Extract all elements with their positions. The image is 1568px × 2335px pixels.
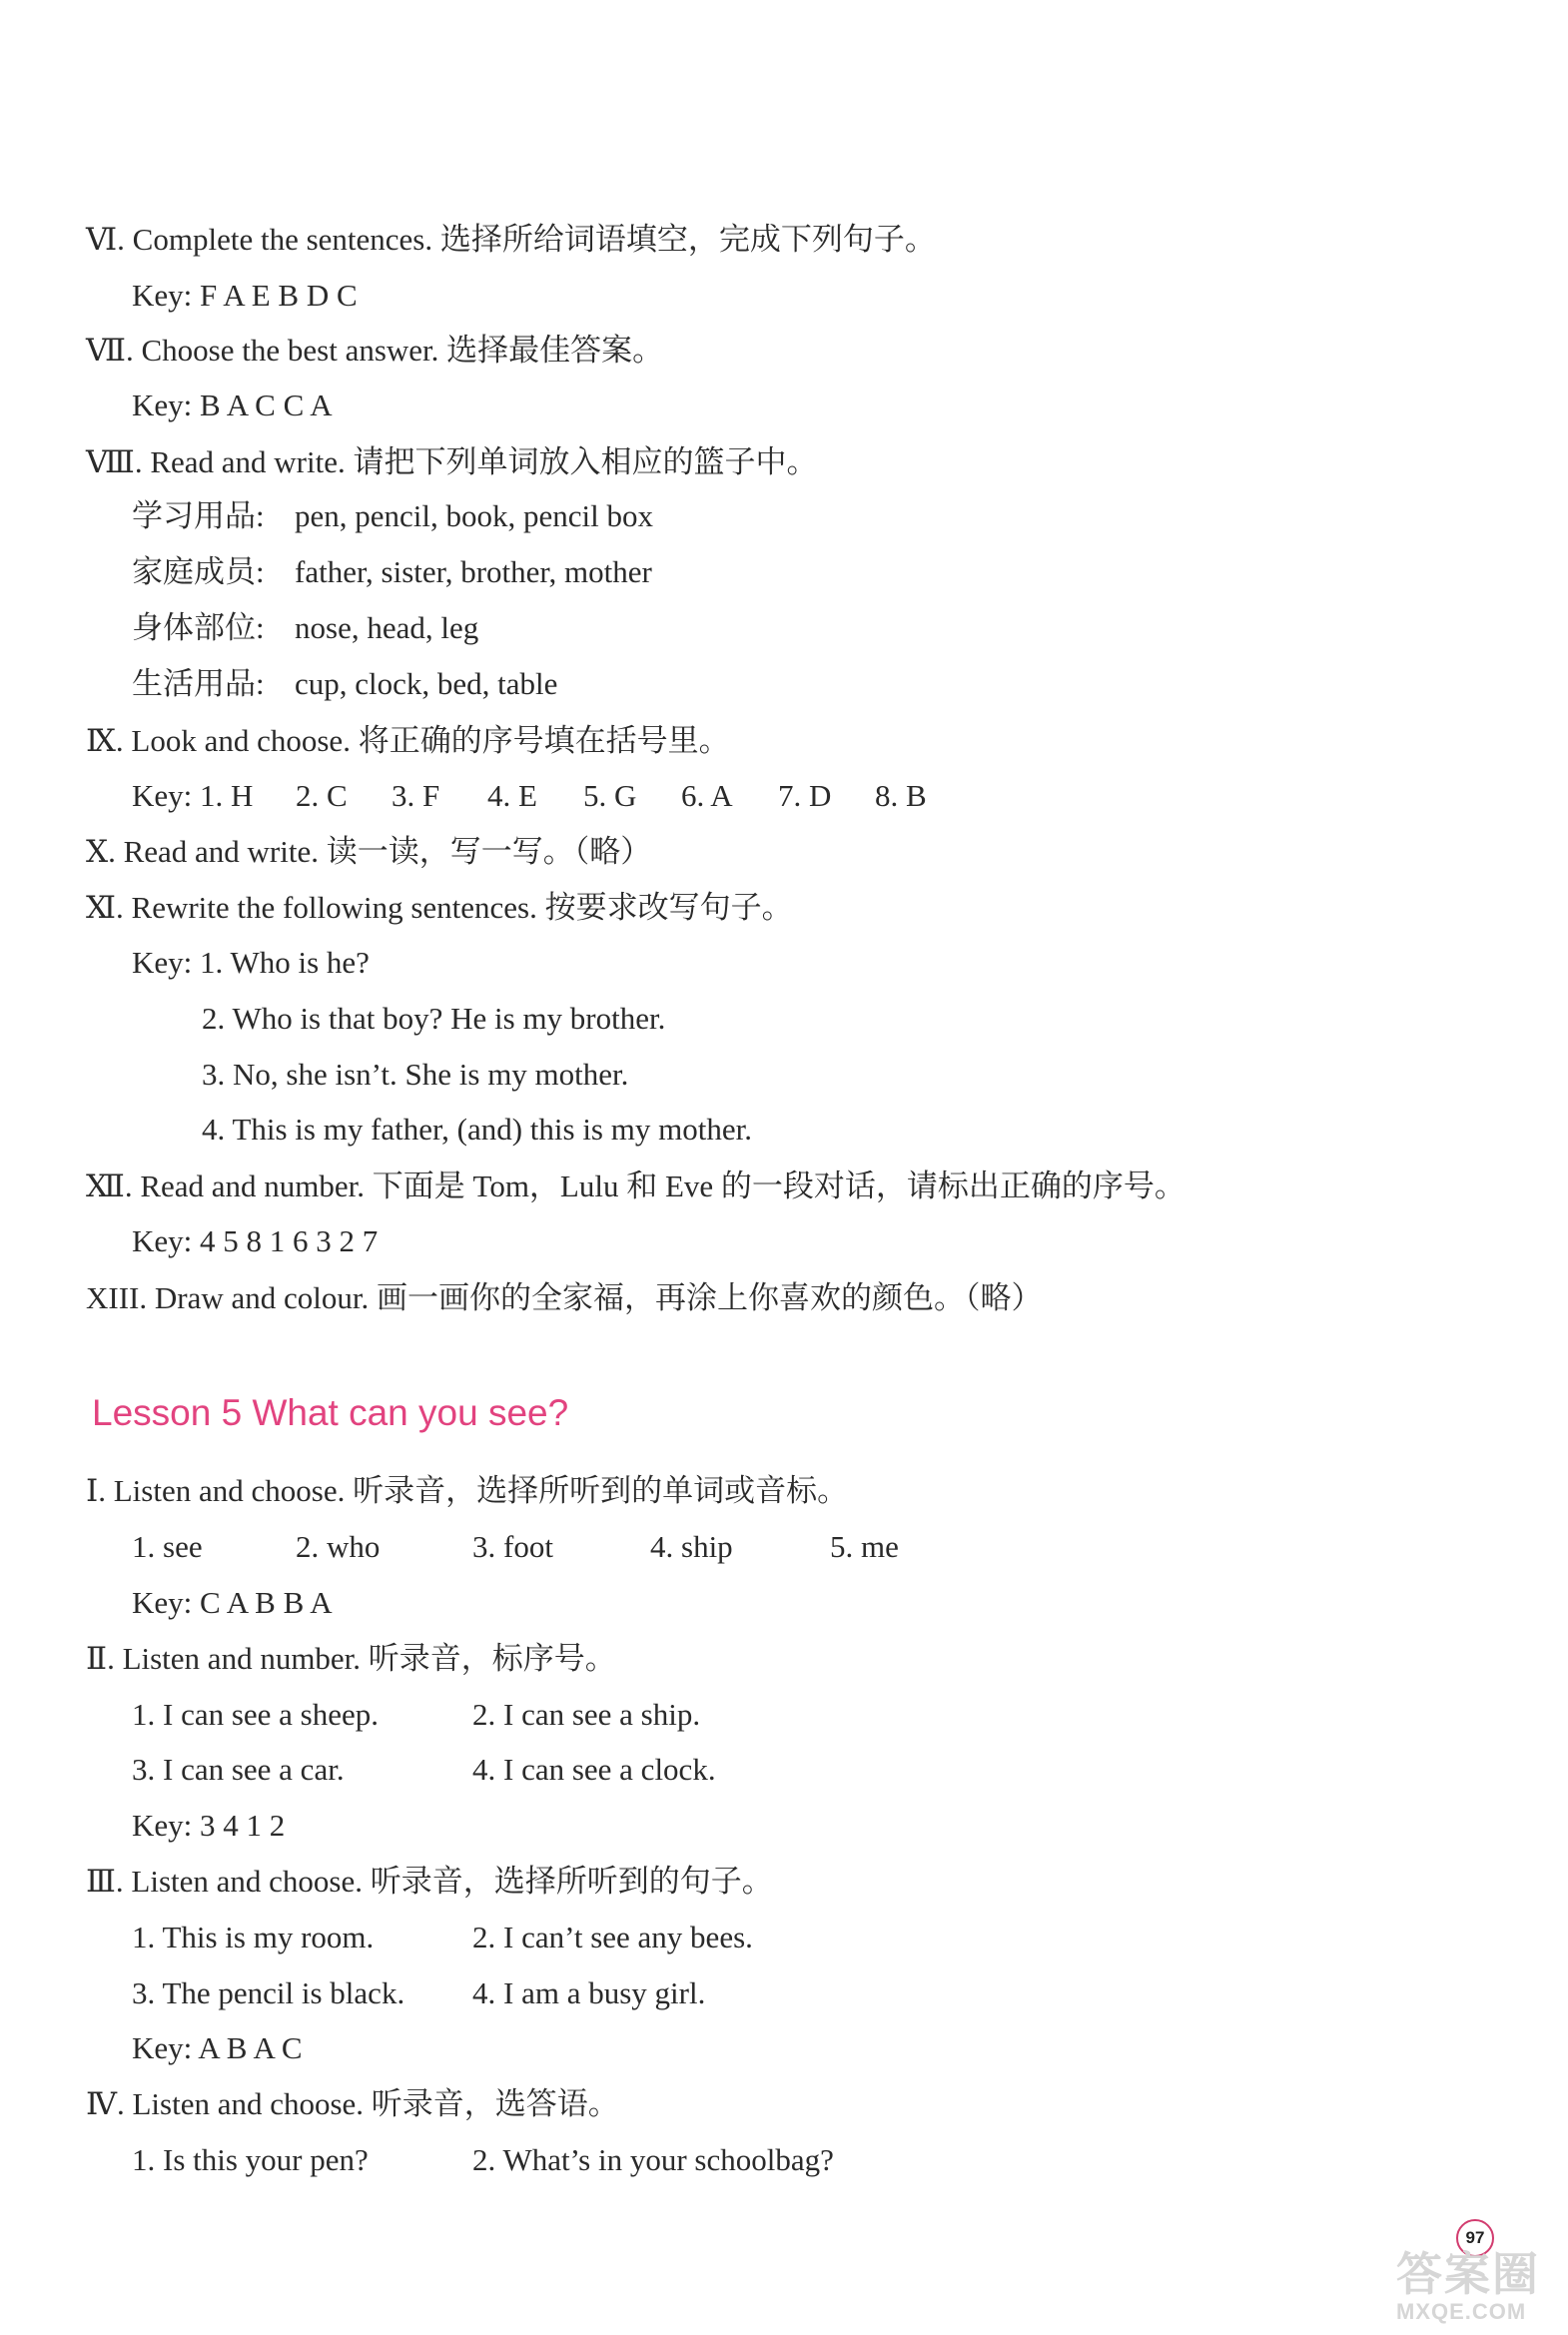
- basket-words: cup, clock, bed, table: [295, 666, 558, 701]
- basket-label: 学习用品:: [132, 498, 265, 533]
- lesson-section-3-title: Ⅲ. Listen and choose. 听录音，选择所听到的句子。: [86, 1864, 773, 1899]
- sentence-item: 4. I am a busy girl.: [472, 1975, 706, 2010]
- section-11-answer: 3. No, she isn’t. She is my mother.: [202, 1057, 629, 1092]
- basket-label: 生活用品:: [132, 666, 265, 701]
- section-8-title: Ⅷ. Read and write. 请把下列单词放入相应的篮子中。: [86, 444, 818, 479]
- word-item: 5. me: [830, 1529, 899, 1564]
- section-6-title: Ⅵ. Complete the sentences. 选择所给词语填空，完成下列句子。: [86, 222, 936, 257]
- basket-words: nose, head, leg: [295, 610, 479, 645]
- sentence-item: 3. I can see a car.: [132, 1752, 345, 1787]
- basket-row: [132, 608, 478, 648]
- key-item: Key: 1. H: [132, 778, 254, 813]
- word-item: 2. who: [296, 1529, 381, 1564]
- lesson-section-4-title: Ⅳ. Listen and choose. 听录音，选答语。: [86, 2086, 619, 2121]
- key-item: 6. A: [681, 778, 733, 813]
- section-13-title: XIII. Draw and colour. 画一画你的全家福，再涂上你喜欢的颜色。（略）: [86, 1280, 1043, 1315]
- section-11-answer: Key: 1. Who is he?: [132, 945, 370, 980]
- section-12-key: Key: 4 5 8 1 6 3 2 7: [132, 1223, 379, 1258]
- section-11-title: Ⅺ. Rewrite the following sentences. 按要求改写句子。: [86, 890, 793, 925]
- lesson-section-2-key: Key: 3 4 1 2: [132, 1808, 286, 1843]
- basket-words: father, sister, brother, mother: [295, 554, 652, 589]
- key-item: 8. B: [875, 778, 927, 813]
- lesson-title: Lesson 5 What can you see?: [92, 1392, 569, 1433]
- lesson-section-2-row: [132, 1695, 700, 1735]
- basket-label: 家庭成员:: [132, 554, 265, 589]
- section-9-title: Ⅸ. Look and choose. 将正确的序号填在括号里。: [86, 723, 730, 758]
- sentence-item: 1. Is this your pen?: [132, 2142, 369, 2177]
- lesson-section-1-items: [132, 1527, 899, 1567]
- word-item: 3. foot: [472, 1529, 553, 1564]
- watermark-logo: [1396, 2249, 1556, 2329]
- section-9-key: [132, 776, 927, 816]
- sentence-item: 2. I can’t see any bees.: [472, 1920, 753, 1954]
- key-item: 7. D: [778, 778, 832, 813]
- word-item: 1. see: [132, 1529, 203, 1564]
- section-7-key: Key: B A C C A: [132, 388, 333, 422]
- lesson-section-2-row: [132, 1750, 716, 1790]
- basket-row: [132, 552, 652, 592]
- section-6-key: Key: F A E B D C: [132, 278, 358, 313]
- watermark-url: MXQE.COM: [1396, 2299, 1527, 2324]
- sentence-item: 2. What’s in your schoolbag?: [472, 2142, 834, 2177]
- section-11-answer: 2. Who is that boy? He is my brother.: [202, 1001, 666, 1036]
- section-7-title: Ⅶ. Choose the best answer. 选择最佳答案。: [86, 333, 664, 368]
- basket-words: pen, pencil, book, pencil box: [295, 498, 653, 533]
- lesson-section-1-key: Key: C A B B A: [132, 1585, 333, 1620]
- sentence-item: 3. The pencil is black.: [132, 1975, 405, 2010]
- lesson-section-3-row: [132, 1973, 705, 2013]
- key-item: 2. C: [296, 778, 348, 813]
- section-11-answer: 4. This is my father, (and) this is my mother.: [202, 1112, 752, 1147]
- sentence-item: 1. This is my room.: [132, 1920, 375, 1954]
- page-number: 97: [1456, 2219, 1494, 2257]
- watermark-text: 答案圈: [1396, 2248, 1540, 2300]
- sentence-item: 1. I can see a sheep.: [132, 1697, 380, 1732]
- lesson-section-4-row: [132, 2140, 834, 2180]
- sentence-item: 2. I can see a ship.: [472, 1697, 701, 1732]
- lesson-section-3-key: Key: A B A C: [132, 2030, 303, 2065]
- word-item: 4. ship: [650, 1529, 733, 1564]
- lesson-section-3-row: [132, 1918, 753, 1957]
- key-item: 5. G: [583, 778, 637, 813]
- sentence-item: 4. I can see a clock.: [472, 1752, 716, 1787]
- basket-label: 身体部位:: [132, 610, 265, 645]
- lesson-section-1-title: Ⅰ. Listen and choose. 听录音，选择所听到的单词或音标。: [86, 1473, 849, 1508]
- lesson-section-2-title: Ⅱ. Listen and number. 听录音，标序号。: [86, 1641, 616, 1676]
- key-item: 4. E: [487, 778, 537, 813]
- basket-row: [132, 664, 557, 704]
- basket-row: [132, 496, 653, 536]
- section-12-title: Ⅻ. Read and number. 下面是 Tom，Lulu 和 Eve 的一段对话，请标出正确的序号。: [86, 1168, 1185, 1203]
- key-item: 3. F: [392, 778, 440, 813]
- section-10-title: Ⅹ. Read and write. 读一读，写一写。（略）: [86, 834, 652, 869]
